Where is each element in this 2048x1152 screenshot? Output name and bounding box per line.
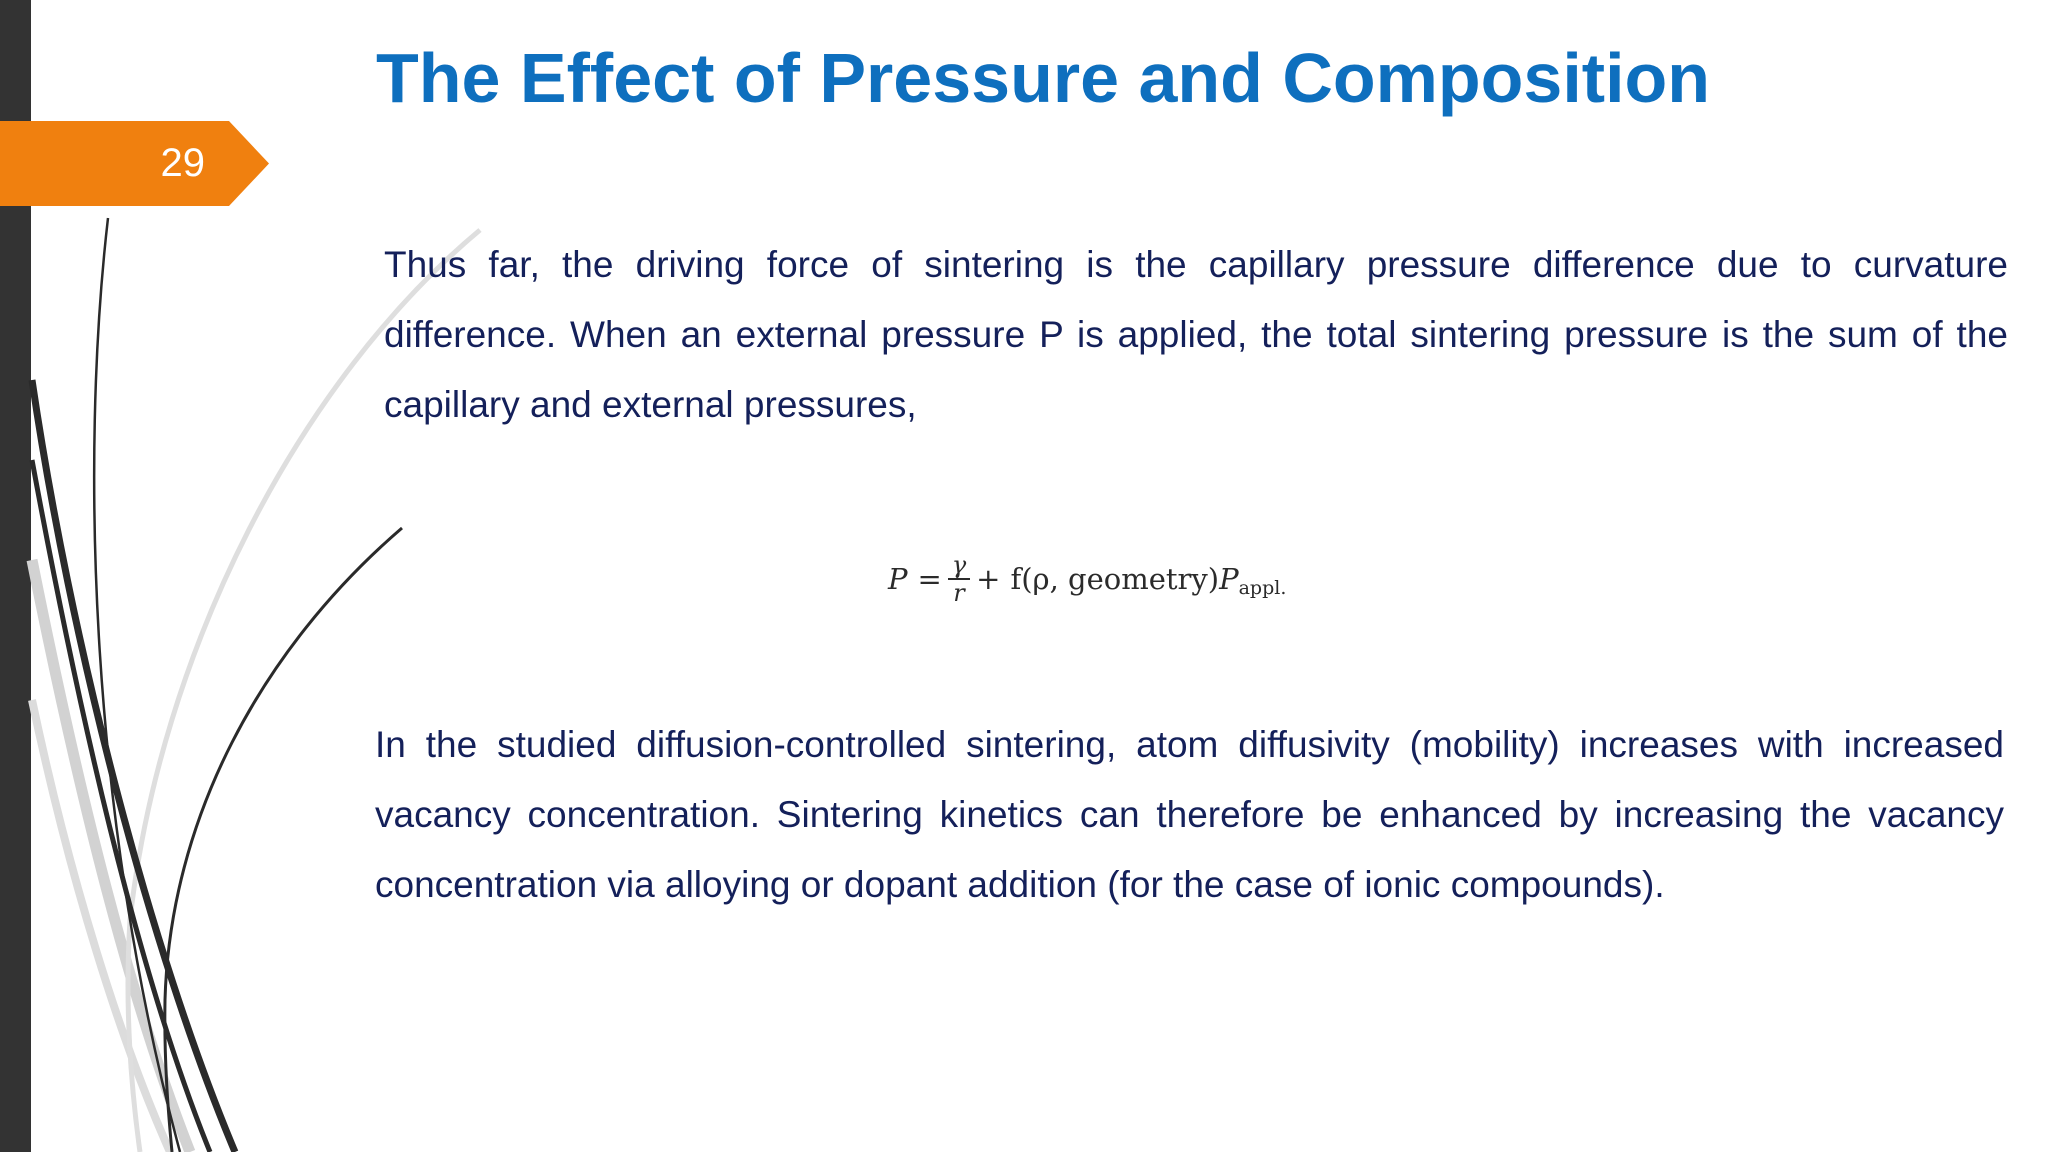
equation-lhs: P [888,562,908,596]
page-number-tab [0,121,269,206]
paragraph-capillary-pressure: Thus far, the driving force of sintering is the capillary pressure difference due to curvature difference. When an external pressure P is applied, the total sintering pressure is the sum of the capillary and external pressures, [384,244,2008,425]
slide-title: The Effect of Pressure and Composition [376,39,1711,117]
sintering-pressure-equation [880,530,1380,620]
paragraph-vacancy-concentration: In the studied diffusion-controlled sintering, atom diffusivity (mobility) increases with increased vacancy concentration. Sintering kinetics can therefore be enhanced by increasing the vacancy concentration via alloying or dopant addition (for the case of ionic compounds). [375,724,2004,905]
equation-equals: = [917,562,942,596]
equation-pressure-subscript: appl. [1238,577,1287,599]
page-number: 29 [160,141,205,185]
equation-function-term: f(ρ, geometry) [1010,562,1220,596]
fraction-numerator: γ [948,552,970,580]
equation-plus: + [976,562,1001,596]
equation-pressure-symbol: P [1219,562,1239,596]
fraction-denominator: r [953,579,965,607]
equation-fraction [948,552,970,606]
